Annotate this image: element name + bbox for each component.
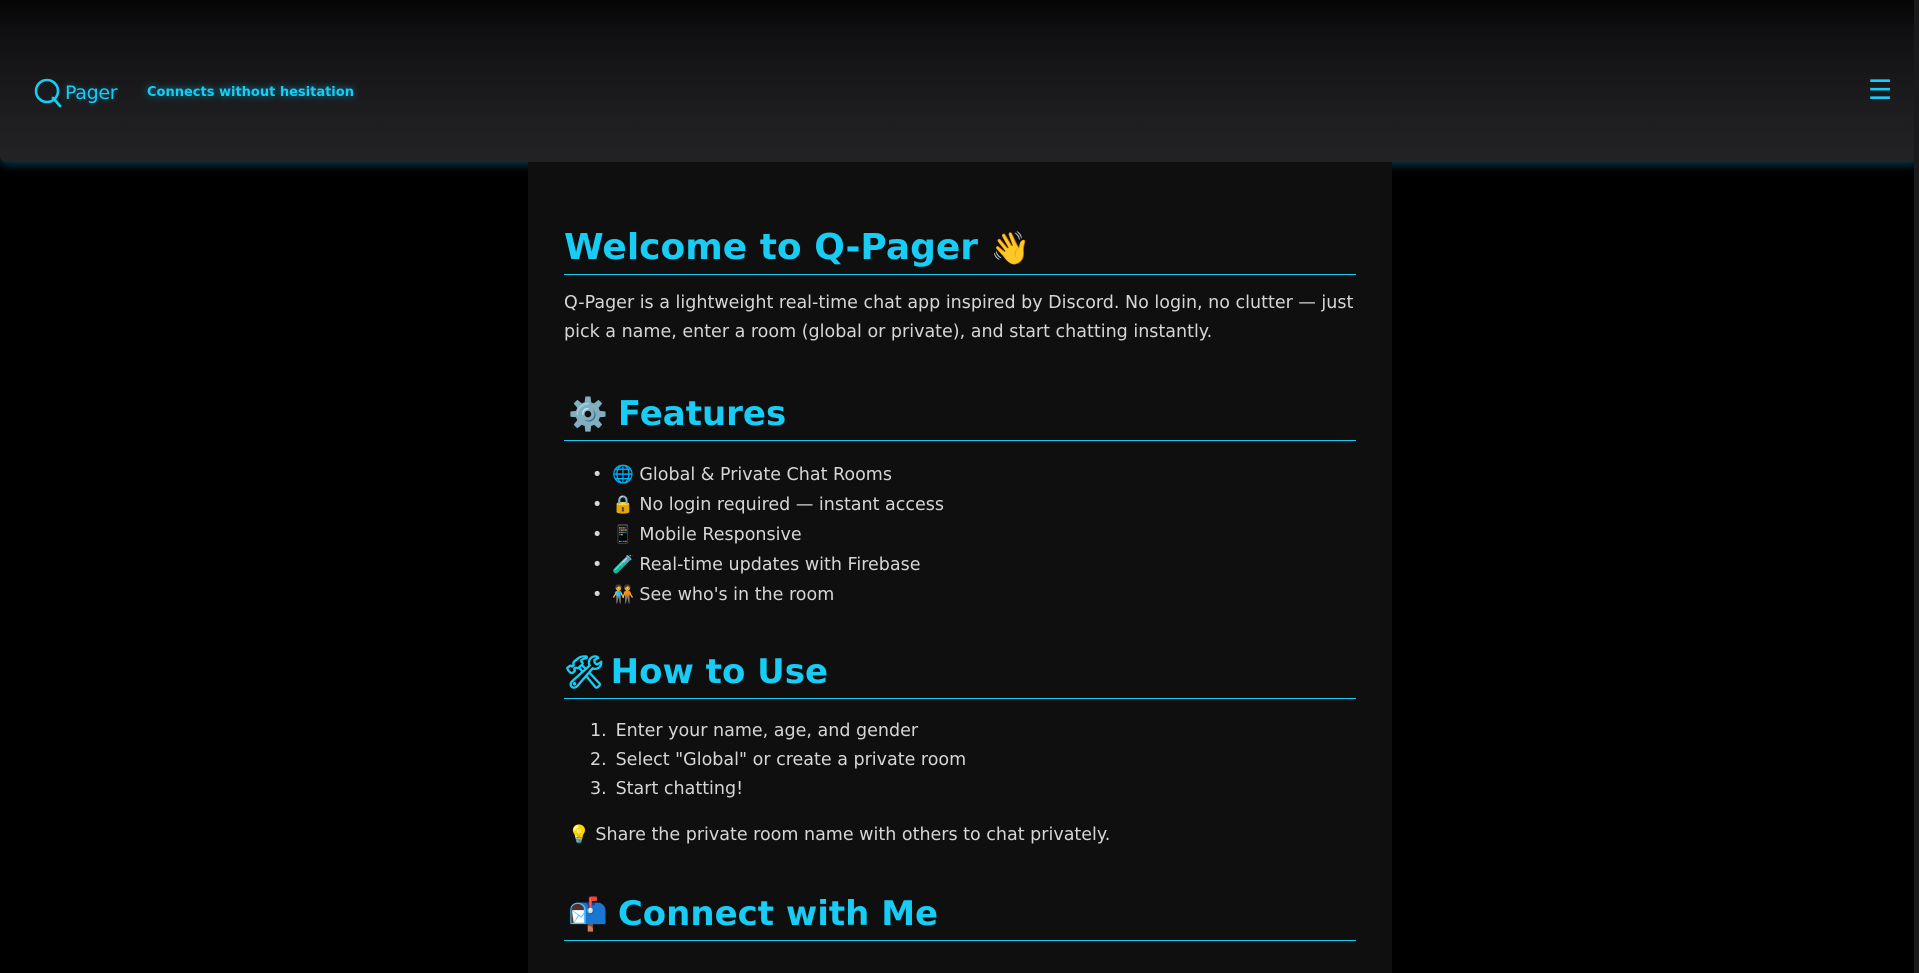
lock-icon: 🔒: [612, 495, 634, 515]
connect-section: [564, 894, 1356, 941]
mobile-phone-icon: 📱: [612, 525, 634, 545]
hamburger-menu-icon[interactable]: ☰: [1868, 75, 1893, 106]
lightbulb-icon: 💡: [568, 825, 590, 845]
features-title: Features: [617, 394, 787, 434]
how-to-use-title: How to Use: [610, 652, 829, 692]
q-logo-icon: [33, 77, 63, 109]
feature-item: • 📱 Mobile Responsive: [592, 525, 802, 545]
test-tube-icon: 🧪: [612, 555, 634, 575]
features-list: [564, 460, 1356, 610]
step-item: 3. Start chatting!: [590, 779, 744, 799]
feature-item: • 🌐 Global & Private Chat Rooms: [592, 465, 892, 485]
step-item: 2. Select "Global" or create a private room: [590, 750, 967, 770]
steps-list: [564, 717, 1356, 804]
how-to-use-section: [564, 652, 1356, 850]
people-icon: 🧑‍🤝‍🧑: [612, 585, 634, 605]
scrollbar[interactable]: [1914, 0, 1919, 973]
waving-hand-icon: 👋: [990, 229, 1031, 267]
welcome-heading: [564, 227, 1356, 275]
logo[interactable]: [33, 77, 117, 109]
tools-icon: 🛠: [564, 653, 605, 691]
welcome-title: Welcome to Q-Pager: [564, 227, 979, 268]
features-heading: [564, 394, 1356, 441]
gear-icon: ⚙️: [568, 395, 608, 433]
readme-panel: [528, 162, 1392, 973]
features-section: [564, 394, 1356, 610]
feature-item: • 🔒 No login required — instant access: [592, 495, 945, 515]
how-to-use-heading: [564, 652, 1356, 699]
welcome-description: Q-Pager is a lightweight real-time chat app inspired by Discord. No login, no clutter — just pick a name, enter a room (global or private), and start chatting instantly.: [564, 293, 1354, 342]
mailbox-icon: 📬: [568, 895, 608, 933]
tip-text: 💡 Share the private room name with others to chat privately.: [568, 825, 1111, 845]
connect-heading: [564, 894, 1356, 941]
step-item: 1. Enter your name, age, and gender: [590, 721, 919, 741]
feature-item: • 🧪 Real-time updates with Firebase: [592, 555, 921, 575]
feature-item: • 🧑‍🤝‍🧑 See who's in the room: [592, 585, 835, 605]
globe-icon: 🌐: [612, 465, 634, 485]
tagline: Connects without hesitation: [147, 85, 354, 100]
logo-text: Pager: [65, 82, 118, 104]
top-navbar: [0, 0, 1919, 162]
welcome-section: [564, 227, 1356, 347]
connect-title: Connect with Me: [617, 894, 939, 934]
